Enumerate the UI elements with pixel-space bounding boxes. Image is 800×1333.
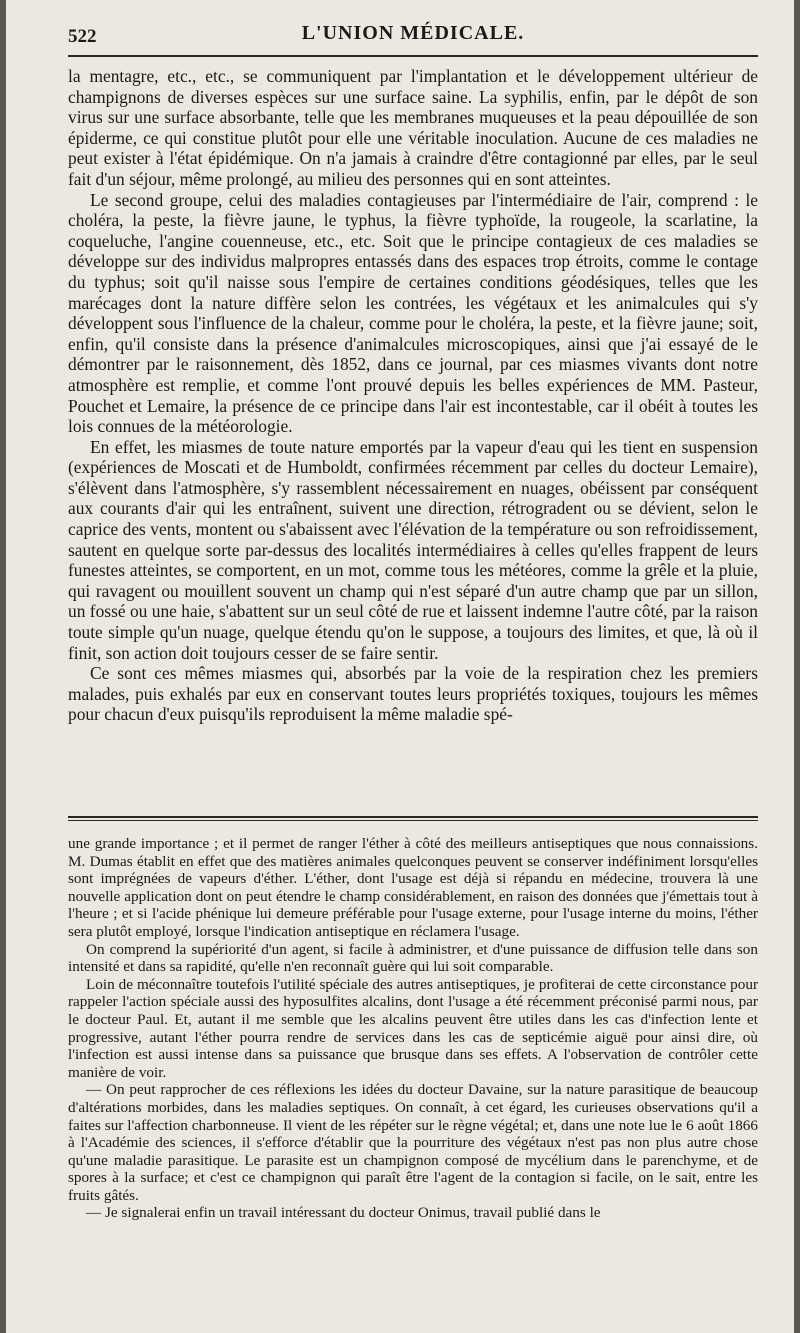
feuilleton-paragraph: On comprend la supériorité d'un agent, si facile à administrer, et d'une puissance de diffusion telle dans son intensité et dans sa rapidité, qu'elle n'en reconnaît guère qui lui soit comparable.	[68, 940, 758, 976]
feuilleton-paragraph: Loin de méconnaître toutefois l'utilité spéciale des autres antiseptiques, je profiterai de cette circonstance pour rappeler l'action spéciale aussi des hyposulfites alcalins, dont l'usage a été récemment préconisé parmi nous, par le docteur Paul. Et, autant il me semble que les alcalins peuvent être utiles dans les cas d'infection lente et progressive, autant l'éther pourra rendre de services dans les cas de septicémie aiguë pour ainsi dire, où l'infection est aussi intense dans sa puissance que brusque dans ses effets. A l'observation de contrôler cette manière de voir.	[68, 975, 758, 1081]
feuilleton-section	[68, 835, 758, 1222]
feuilleton-paragraph: — Je signalerai enfin un travail intéressant du docteur Onimus, travail publié dans le	[86, 1204, 601, 1222]
feuilleton-paragraph: une grande importance ; et il permet de ranger l'éther à côté des meilleurs antiseptiques que nous connaissions. M. Dumas établit en effet que des matières animales quelconques peuvent se conserver indéfiniment lorsqu'elles sont imprégnées de vapeurs d'éther. L'éther, dont l'usage est déjà si répandu en médecine, trouvera là une nouvelle application dont on peut étendre le champ considérablement, en raison des données que j'émettais tout à l'heure ; et si l'acide phénique lui demeure préférable pour l'usage externe, pour l'usage interne du moins, l'éther sera plutôt employé, lorsque l'indication antiseptique en réclamera l'usage.	[68, 835, 758, 940]
page-header	[68, 20, 758, 54]
main-paragraph: Ce sont ces mêmes miasmes qui, absorbés par la voie de la respiration chez les premiers malades, puis exhalés par eux en conservant toutes leurs propriétés toxiques, toujours les mêmes pour chacun d'eux puisqu'ils reproduisent la même maladie spé-	[68, 663, 758, 725]
main-paragraph: la mentagre, etc., etc., se communiquent par l'implantation et le développement ultérieur de champignons de diverses espèces sur une surface saine. La syphilis, enfin, par le dépôt de son virus sur une surface absorbante, telle que les membranes muqueuses et la peau dépouillée de son épiderme, ce qui constitue plutôt pour elle une véritable inoculation. Aucune de ces maladies ne peut exister à l'état épidémique. On n'a jamais à craindre d'être contagionné par elles, par le seul fait d'un séjour, même prolongé, au milieu des personnes qui en sont atteintes.	[68, 66, 758, 189]
feuilleton-rule	[68, 816, 758, 821]
journal-title: L'UNION MÉDICALE.	[301, 22, 525, 44]
main-paragraph: Le second groupe, celui des maladies contagieuses par l'intermédiaire de l'air, comprend : le choléra, la peste, la fièvre jaune, le typhus, la fièvre typhoïde, la rougeole, la scarlatine, la coqueluche, l'angine couenneuse, etc., etc. Soit que le principe contagieux de ces maladies se développe sur des individus malpropres entassés dans des espaces trop étroits, comme le contage du typhus; soit qu'il naisse sous l'empire de certaines conditions géodésiques, telles que les marécages dont la nature diffère selon les contrées, les végétaux et les animalcules qui s'y développent sous l'influence de la chaleur, comme pour le choléra, la peste, et la fièvre jaune; soit, enfin, qu'il consiste dans la présence d'animalcules microscopiques, ainsi que j'ai essayé de le démontrer par le raisonnement, dès 1852, dans ce journal, par ces miasmes vivants dont notre atmosphère est remplie, et comme l'ont prouvé depuis les belles expériences de MM. Pasteur, Pouchet et Lemaire, la présence de ce principe dans l'air est incontestable, car il obéit à toutes les lois connues de la météorologie.	[68, 189, 758, 437]
main-paragraph: En effet, les miasmes de toute nature emportés par la vapeur d'eau qui les tient en suspension (expériences de Moscati et de Humboldt, confirmées récemment par celles du docteur Lemaire), s'élèvent dans l'atmosphère, s'y rassemblent nécessairement en nuages, obéissent par conséquent aux courants d'air qui les entraînent, suivent une direction, rétrogradent ou se dévient, selon le caprice des vents, montent ou s'abaissent avec l'élévation de la température ou son refroidissement, sautent en quelque sorte par-dessus des localités intermédiaires à celles qu'elles frappent de leurs funestes atteintes, se comportent, en un mot, comme tous les météores, comme la grêle et la pluie, qui ravagent ou mouillent souvent un champ qui n'est séparé d'un autre champ que par un sillon, un fossé ou une haie, s'abattent sur un seul côté de rue et laissent indemne l'autre côté, par la raison toute simple qu'un nuage, quelque étendu qu'on le suppose, a toujours des limites, et que, là où il finit, son action doit toujours cesser de se faire sentir.	[68, 436, 758, 663]
page-number: 522	[68, 26, 97, 47]
header-rule	[68, 55, 758, 57]
main-article	[68, 66, 758, 725]
feuilleton-paragraph: — On peut rapprocher de ces réflexions les idées du docteur Davaine, sur la nature parasitique de beaucoup d'altérations morbides, dans les maladies septiques. On connaît, à cet égard, les curieuses observations qu'il a faites sur l'affection charbonneuse. Il vient de les répéter sur le règne végétal; et, dans une note lue le 6 août 1866 à l'Académie des sciences, il s'efforce d'établir que la pourriture des végétaux n'est pas non plus autre chose qu'une maladie parasitique. Le parasite est un champignon composé de mycélium dans le parenchyme, et de spores à la surface; et c'est ce champignon qui paraît être l'agent de la contagion si facile, on le sait, entre les fruits gâtés.	[68, 1081, 758, 1204]
